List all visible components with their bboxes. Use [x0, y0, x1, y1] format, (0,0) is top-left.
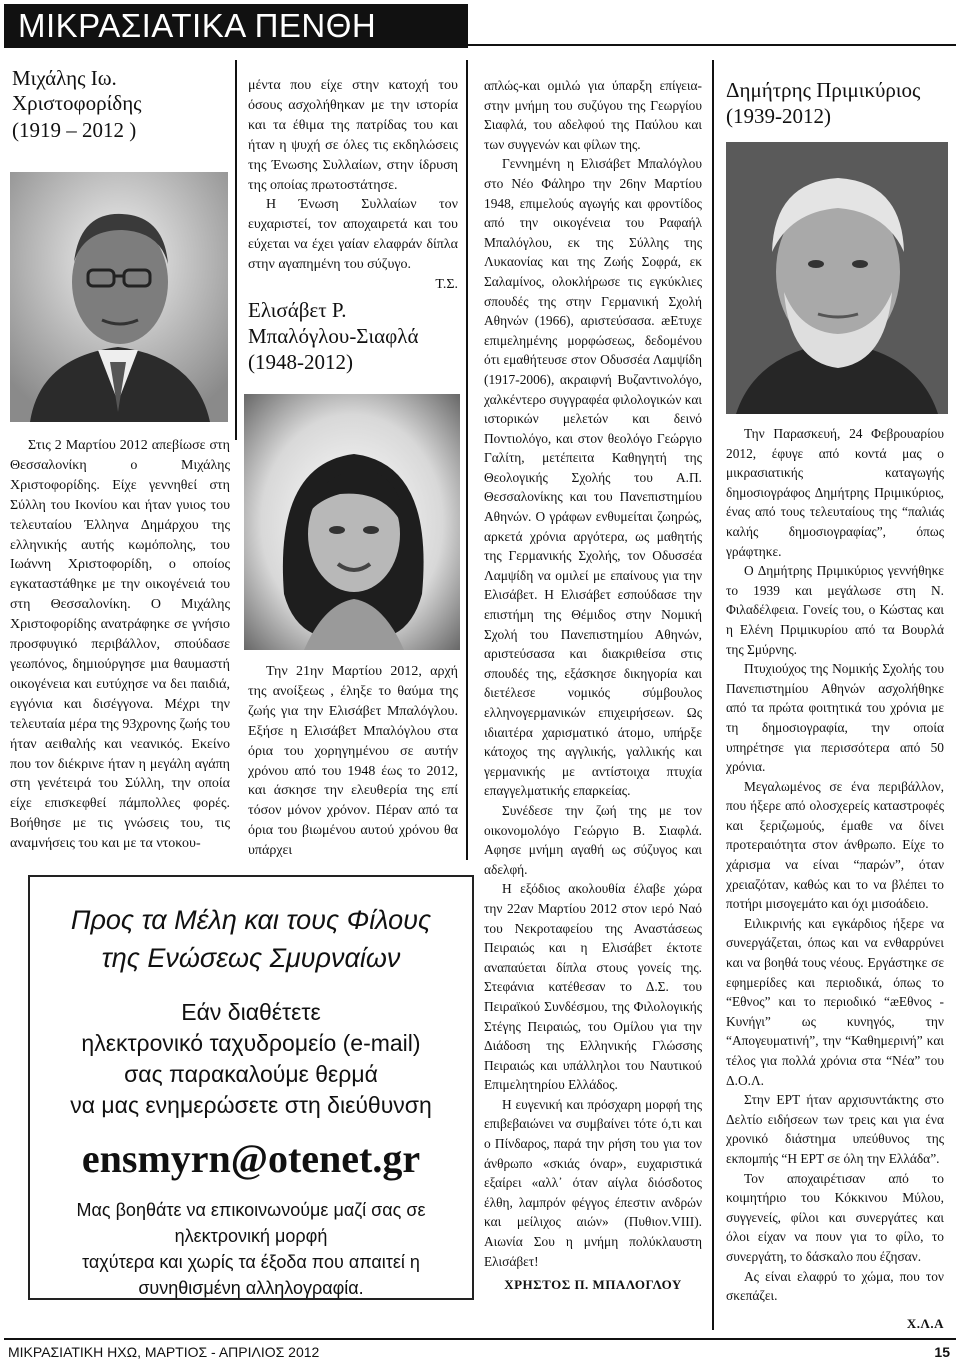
column-divider-3	[712, 60, 714, 1330]
section-title: ΜΙΚΡΑΣΙΑΤΙΚΑ ΠΕΝΘΗ	[4, 4, 468, 48]
article2-col2-text	[248, 662, 458, 861]
article3-name: Δημήτρης Πριμικύριος	[726, 78, 921, 102]
article3-years: (1939-2012)	[726, 104, 831, 128]
notice-email-link[interactable]: ensmyrn@otenet.gr	[81, 1136, 421, 1181]
article2-photo	[244, 394, 460, 650]
article3-text	[726, 424, 944, 1333]
article1-paragraph-2: Η Ένωση Συλλαίων τον ευχαριστεί, τον αποχαιρετά και του εύχεται να έχει γαίαν ελαφράν δίπλα στην αγαπημένη του σύζυγο.	[248, 197, 458, 273]
column-divider-2	[466, 60, 468, 860]
article1-paragraph-cont: μέντα που είχε στην κατοχή του όσους ασχολήθηκαν με την ιστορία και τα έθιμα της πατρίδας του και ήταν η ψυχή σε όλες τις εκδηλώσεις της Ένωσης Συλλαίων, στην ίδρυση της οποίας πρωτοστάτησε.	[248, 78, 458, 193]
header-rule	[468, 44, 956, 46]
notice-line4: να μας ενημερώσετε στη διεύθυνση	[70, 1092, 432, 1118]
article2-name-line2: Μπαλόγλου-Σιαφλά	[248, 324, 419, 348]
article2-paragraph-5: Η ευγενική και πρόσχαρη μορφή της επιβεβαιώνει να συμβαίνει τότε ό,τι και ο Πίνδαρος, παρά την ρήση του για τον άνθρωπο «σκιάς όναρ», ευχαριστικά εξαίρει «αλλ᾿ όταν αίγλα διόσδοτος έλθη, λαμπρόν φέγγος έπεστιν ανδρών και μείλιχος αιών» (Πυθιον.VIII). Αιωνία Σου η μνήμη πολύκλαυστη Ελισάβετ!	[484, 1096, 702, 1269]
article1-years: (1919 – 2012 )	[12, 118, 137, 142]
article2-paragraph-3: Συνέδεσε την ζωή της με τον οικονομολόγο Γεώργιο Β. Σιαφλά. Αφησε μνήμη αγαθή ως σύζυγος και αδελφή.	[484, 802, 702, 877]
notice-line1: Εάν διαθέτετε	[181, 999, 321, 1025]
notice-small-line3: ταχύτερα και χωρίς τα έξοδα που απαιτεί η	[82, 1252, 420, 1272]
notice-small-line2: ηλεκτρονική μορφή	[174, 1226, 328, 1246]
article3-paragraph-1: Την Παρασκευή, 24 Φεβρουαρίου 2012, έφυγε από κοντά μας ο μικρασιατικής καταγωγής δημοσιογράφος Δημήτρης Πριμικύριος, ένας από τους τελευταίους της “παλιάς καλής δημοσιογραφίας”, όπως γράφτηκε.	[726, 426, 944, 559]
article1-name: Μιχάλης Ιω. Χριστοφορίδης	[12, 66, 142, 115]
notice-title-line2: της Ενώσεως Σμυρναίων	[101, 943, 401, 973]
notice-small-line4: συνηθισμένη αλληλογραφία.	[138, 1278, 364, 1298]
article2-signature: ΧΡΗΣΤΟΣ Π. ΜΠΑΛΟΓΛΟΥ	[504, 1277, 682, 1293]
notice-line2: ηλεκτρονικό ταχυδρομείο (e-mail)	[81, 1030, 421, 1056]
article2-years: (1948-2012)	[248, 350, 353, 374]
article1-col2-text	[248, 76, 458, 295]
footer-publication: ΜΙΚΡΑΣΙΑΤΙΚΗ ΗΧΩ, ΜΑΡΤΙΟΣ - ΑΠΡΙΛΙΟΣ 2012	[8, 1344, 320, 1360]
article1-paragraph: Στις 2 Μαρτίου 2012 απεβίωσε στη Θεσσαλονίκη ο Μιχάλης Χριστοφορίδης. Είχε γεννηθεί στη Σύλλη του Ικονίου και ήταν γυιος του τελευταίου Έλληνα Δημάρχου της ελληνικής αυτής κωμόπολης, του Ιωάννη Χριστοφορίδη, ο οποίος εγκαταστάθηκε με την οικογένειά του στη Θεσσαλονίκη. Ο Μιχάλης Χριστοφορίδης ανατράφηκε σε γνήσιο προσφυγικό περιβάλλον, σπούδασε γεωπόνος, δημιούργησε μια θαυμαστή οικογένεια και ευτύχησε να δει παιδιά, εγγόνια και δισέγγονα. Μέχρι την τελευταία μέρα της 93χρονης ζωής του ήταν αειθαλής και νεανικός. Εκείνο που τον διέκρινε ήταν η μεγάλη αγάπη στη γενέτειρά του Σύλλη, την οποία είχε επισκεφθεί πάμπολλες φορές. Βοήθησε με τις γνώσεις του, τις αναμνήσεις του και με τα ντοκου-	[10, 438, 230, 852]
article1-photo	[10, 172, 228, 422]
article3-paragraph-5: Ειλικρινής και εγκάρδιος ήξερε να συνεργάζεται, όπως και να ενθαρρύνει και να βοηθά τους νέους. Εργάστηκε σε εφημερίδες και περιοδικά, όπως το “Εθνος” και το περιοδικό “æΕθνος - Κυνήγι” ως κυνηγός, την “Απογευματινή”, την “Καθημερινή” και τέλος για πολλά χρόνια στα “Νέα” του Δ.Ο.Λ.	[726, 915, 944, 1088]
article1-col1-text	[10, 436, 230, 854]
article3-paragraph-7: Τον αποχαιρέτισαν από το κοιμητήριο του Κόκκινου Μύλου, συγγενείς, φίλοι και συνεργάτες και όλοι είχαν να πουν για το φίλο, το συνεργάτη, το δάσκαλο που έζησαν.	[726, 1170, 944, 1264]
article1-signature: Τ.Σ.	[435, 277, 458, 293]
footer-rule	[4, 1338, 956, 1340]
column-divider-1	[235, 60, 237, 440]
article2-paragraph-2: Γεννημένη η Ελισάβετ Μπαλόγλου στο Νέο Φάληρο την 26ην Μαρτίου 1948, επιμελούς αγωγής και φροντίδος από την οικογένεια του Ραφαήλ Μπαλόγλου, εκ της Σύλλης της Λυκαονίας και της Ζωής Σοφρά, εκ Σαλαμίνος, ολοκλήρωσε τις εγκύκλιες σπουδές της στην Γερμανική Σχολή Αθηνών (1966), αριστεύσασα. æΕτυχε επιμελημένης μορφώσεως, δεδομένου ότι εμαθήτευσε στον Οδυσσέα Λαμψίδη (1917-2006), ακραιφνή Βυζαντινολόγο, χαλκέντερο συγγραφέα φιλολογικών και ιστορικών μελετών και δεινό Ποντιολόγο, και στον θεολόγο Γεώργιο Γαλίτη, μετέπειτα Καθηγητή της Θεολογικής Σχολής του Α.Π. Θεσσαλονίκης και του Πανεπιστημίου Αθηνών. Ο γράφων ενθυμείται ζωηρώς, αρκετά χρόνια αργότερα, ως μαθητής της Γερμανικής Σχολής, τον Οδυσσέα Λαμψίδη να ομιλεί με επαίνους για την Ελισάβετ. Η Ελισάβετ εσπούδασε την επιστήμη της Θέμιδος στην Νομική Σχολή του Πανεπιστημίου Αθηνών, αριστεύσασα και διακριθείσα στις σπουδές της, εξάσκησε δικηγορία και διετέλεσε νομικός σύμβουλος ελληνογερμανικών επιχειρήσεων. Ως ιδιαιτέρα χαρισματικό άτομο, υπήρξε κάτοχος της αγγλικής, γαλλικής και γερμανικής με αντίστοιχα πτυχία επαγγελματικής επαρκείας.	[484, 156, 702, 799]
man-portrait-icon	[10, 172, 228, 422]
article3-photo	[726, 142, 948, 414]
notice-title-line1: Προς τα Μέλη και τους Φίλους	[70, 905, 432, 935]
article3-paragraph-4: Μεγαλωμένος σε ένα περιβάλλον, που ήξερε από ολοσχερείς καταστροφές και ξεριζωμούς, έμαθε να δίνει προτεραιότητα στον άνθρωπο. Είχε το χάρισμα να είναι “παρών”, όταν χρειαζόταν, καθώς και το να βλέπει το ποτήρι μισογεμάτο και όχι μισοάδειο.	[726, 778, 944, 912]
notice-small-line1: Μας βοηθάτε να επικοινωνούμε μαζί σας σε	[76, 1200, 426, 1220]
article3-paragraph-3: Πτυχιούχος της Νομικής Σχολής του Πανεπιστημίου Αθηνών ασχολήθηκε από τα πρώτα φοιτητικά του χρόνια με τη δημοσιογραφία, την οποία υπηρέτησε για περισσότερα από 50 χρόνια.	[726, 661, 944, 775]
article2-col3-text	[484, 76, 702, 1295]
article2-paragraph-cont: απλώς-και ομιλώ για ύπαρξη επίγεια- στην μνήμη του συζύγου της Γεωργίου Σιαφλά, του αδελφού της Παύλου και των συγγενών και φίλων της.	[484, 78, 702, 152]
article2-name-line1: Ελισάβετ Ρ.	[248, 298, 347, 322]
article2-paragraph-4: Η εξόδιος ακολουθία έλαβε χώρα την 22αν Μαρτίου 2012 στον ιερό Ναό του Νεκροταφείου της Αναστάσεως Πειραιώς και η Ελισάβετ έκτοτε αναπαύεται δίπλα στους γονείς της. Στεφάνια κατέθεσαν το Δ.Σ. του Πειραϊκού Συνδέσμου, της Φιλολογικής Στέγης Πειραιώς, του Ομίλου για την Διάδοση της Ελληνικής Γλώσσης Πειραιώς και υπάλληλοι του Ναυτικού Επιμελητηρίου Ελλάδος.	[484, 881, 702, 1093]
notice-line3: σας παρακαλούμε θερμά	[124, 1061, 378, 1087]
email-notice-box	[28, 875, 474, 1300]
article3-paragraph-8: Ας είναι ελαφρύ το χώμα, που τον σκεπάζει.	[726, 1268, 944, 1304]
article2-paragraph-1: Την 21ην Μαρτίου 2012, αρχή της ανοίξεως , έληξε το θαύμα της ζωής για την Ελισάβετ Μπαλόγλου. Εξήσε η Ελισάβετ Μπαλόγλου στα όρια του χορηγημένου σε αυτήν χρόνου από του 1948 έως το 2012, και άσκησε την ελευθερία της επί τόσον μόνον χρόνον. Πέραν από τα όρια του βιωμένου αυτού χρόνου θα υπάρχει	[248, 664, 458, 859]
article3-signature: Χ.Λ.Α	[906, 1315, 944, 1331]
bearded-man-portrait-icon	[726, 142, 948, 414]
woman-portrait-icon	[244, 394, 460, 650]
article3-paragraph-6: Στην ΕΡΤ ήταν αρχισυντάκτης στο Δελτίο ειδήσεων των τρεις και για ένα χρονικό διάστημα υπεύθυνος της εκπομπής “Η ΕΡΤ σε όλη την Ελλάδα”.	[726, 1092, 944, 1166]
footer-page-number: 15	[934, 1344, 950, 1360]
article3-paragraph-2: Ο Δημήτρης Πριμικύριος γεννήθηκε το 1939 και μεγάλωσε στη Ν. Φιλαδέλφεια. Γονείς του, ο Κώστας και η Ελένη Πριμικυρίου από τα Βουρλά της Σμύρνης.	[726, 563, 944, 657]
